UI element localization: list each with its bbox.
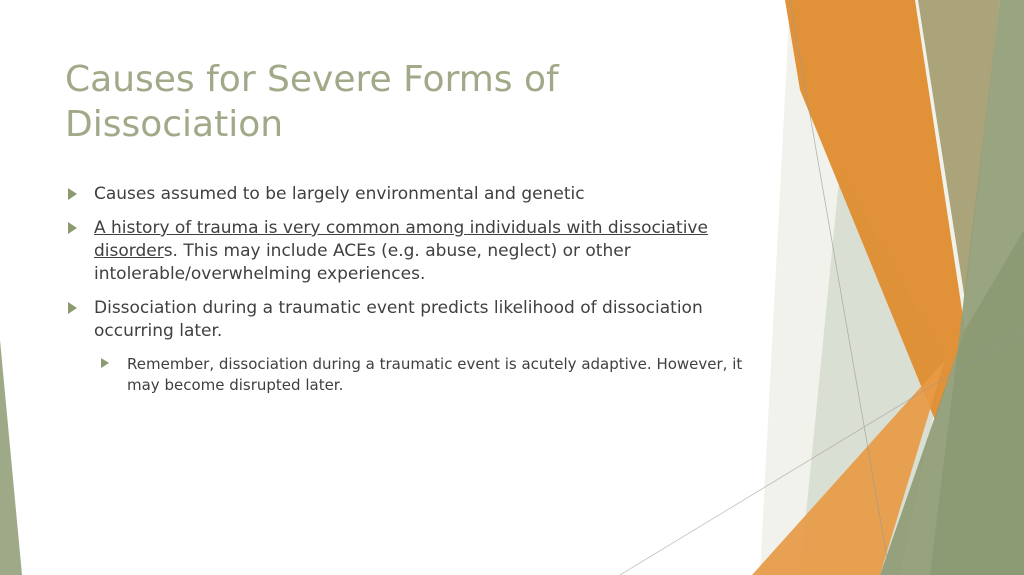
bullet-text: Causes assumed to be largely environmental and genetic	[94, 184, 585, 204]
bullet-arrow-icon	[68, 188, 77, 200]
sub-bullet-text: Remember, dissociation during a traumatic event is acutely adaptive. However, it may become disrupted later.	[127, 355, 743, 394]
bullet-item	[66, 217, 756, 286]
bullet-item	[66, 297, 756, 343]
bullet-arrow-icon	[68, 302, 77, 314]
left-green-sliver	[0, 340, 22, 575]
bullet-list	[66, 183, 756, 407]
bullet-text: s. This may include ACEs (e.g. abuse, neglect) or other intolerable/overwhelming experiences.	[94, 241, 631, 284]
sub-bullet-arrow-icon	[101, 358, 109, 368]
bullet-arrow-icon	[68, 222, 77, 234]
bullet-underlined-text: A history of trauma is very common among individuals with dissociative disorder	[94, 218, 708, 261]
bullet-text: Dissociation during a traumatic event predicts likelihood of dissociation occurring later.	[94, 298, 703, 341]
bullet-item	[66, 183, 756, 206]
sub-bullet-item	[99, 354, 756, 396]
slide-title: Causes for Severe Forms of Dissociation	[65, 59, 559, 145]
